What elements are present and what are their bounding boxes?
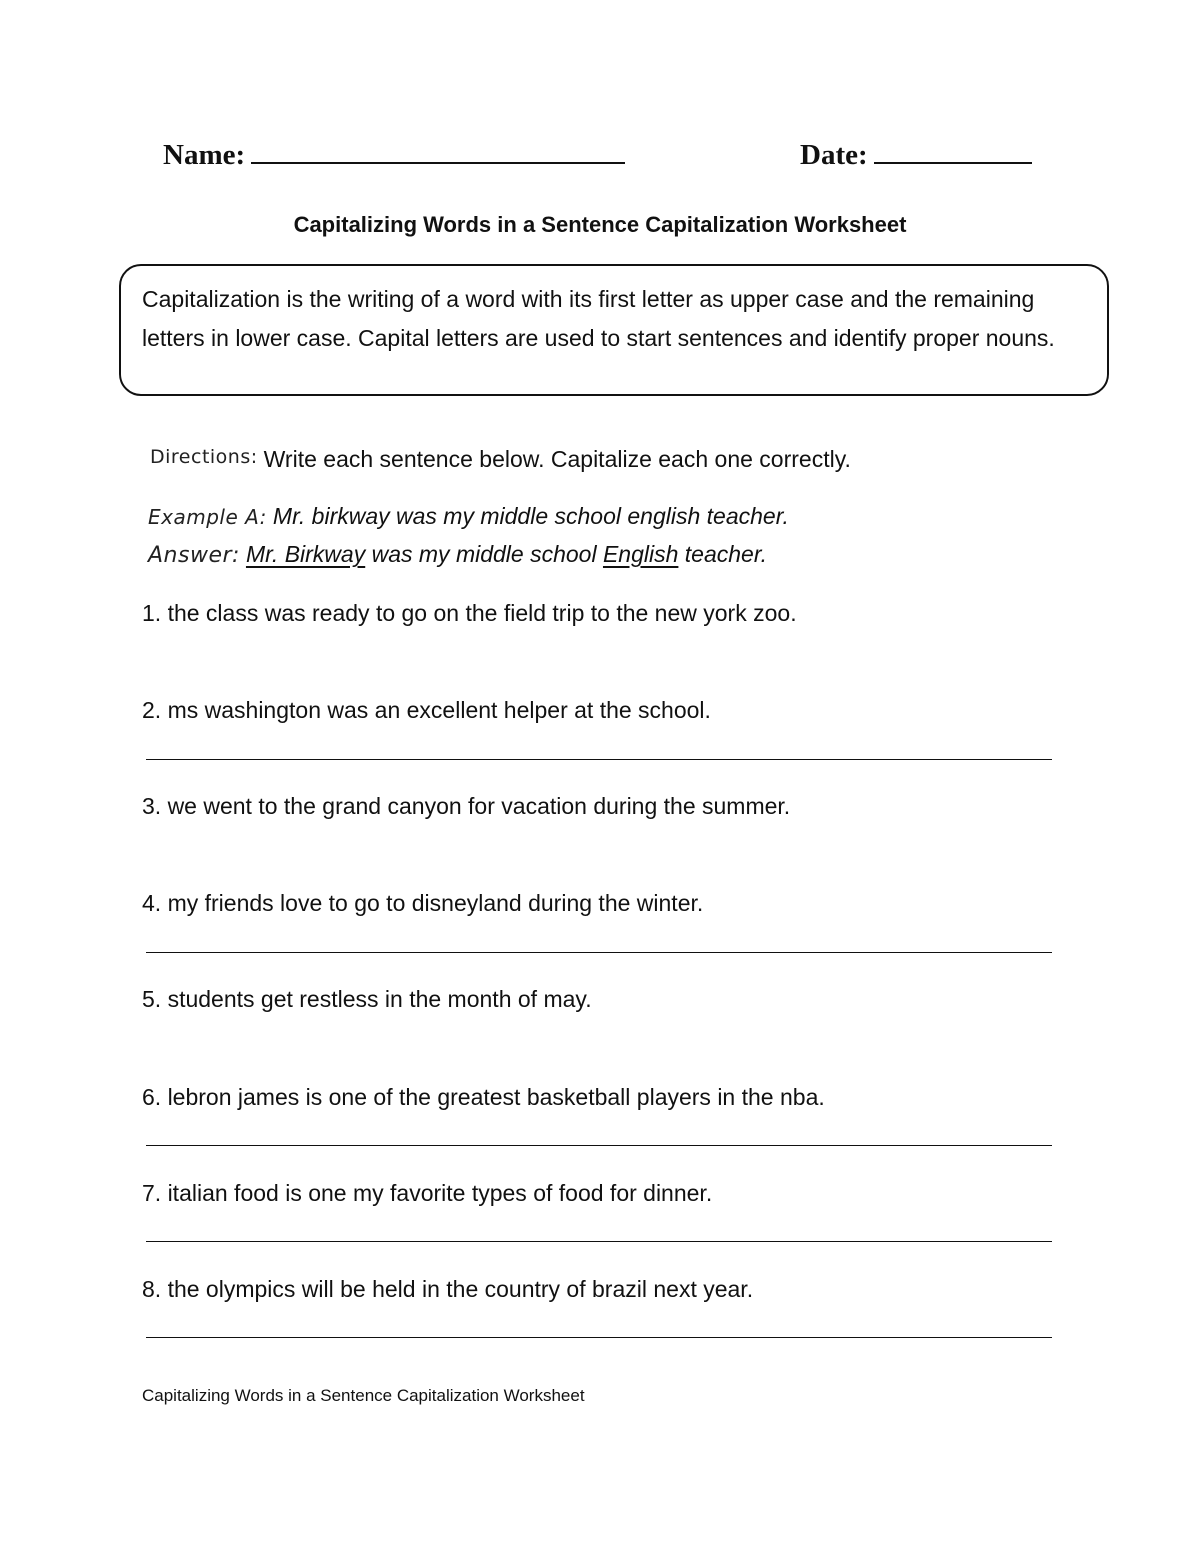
example-answer (148, 541, 767, 568)
answer-part-4: teacher. (678, 541, 768, 567)
answer-label: Answer: (148, 543, 240, 568)
answer-line-6[interactable] (146, 1145, 1052, 1146)
question-5: 5. students get restless in the month of may. (142, 986, 592, 1012)
directions (150, 446, 851, 473)
question-2: 2. ms washington was an excellent helper at the school. (142, 697, 711, 723)
example (148, 503, 789, 530)
question-7: 7. italian food is one my favorite types of food for dinner. (142, 1180, 713, 1206)
definition-text: Capitalization is the writing of a word with its first letter as upper case and the remaining letters in lower case. Capital letters are used to start sentences and identify proper nouns. (142, 286, 1055, 351)
footer-text: Capitalizing Words in a Sentence Capitalization Worksheet (142, 1386, 585, 1405)
question-8: 8. the olympics will be held in the country of brazil next year. (142, 1276, 754, 1302)
name-blank-line[interactable] (251, 140, 625, 164)
page-title: Capitalizing Words in a Sentence Capitalization Worksheet (293, 212, 907, 237)
answer-line-8[interactable] (146, 1337, 1052, 1338)
name-label: Name: (163, 139, 246, 171)
date-label: Date: (800, 139, 868, 171)
date-blank-line[interactable] (874, 140, 1032, 164)
example-label: Example A: (148, 505, 267, 529)
date-field (800, 139, 1032, 172)
question-4: 4. my friends love to go to disneyland during the winter. (142, 890, 704, 916)
question-1: 1. the class was ready to go on the field trip to the new york zoo. (142, 600, 797, 626)
question-6: 6. lebron james is one of the greatest basketball players in the nba. (142, 1084, 825, 1110)
answer-line-7[interactable] (146, 1241, 1052, 1242)
directions-label: Directions: (150, 446, 258, 468)
answer-part-3: English (602, 541, 679, 567)
answer-line-2[interactable] (146, 759, 1052, 760)
answer-line-4[interactable] (146, 952, 1052, 953)
name-field (163, 139, 625, 172)
example-text: Mr. birkway was my middle school english teacher. (272, 503, 789, 529)
question-3: 3. we went to the grand canyon for vacation during the summer. (142, 793, 791, 819)
answer-part-1: Mr. Birkway (245, 541, 366, 567)
directions-text: Write each sentence below. Capitalize each one correctly. (263, 446, 851, 472)
definition-box (119, 264, 1109, 396)
answer-part-2: was my middle school (365, 541, 603, 567)
